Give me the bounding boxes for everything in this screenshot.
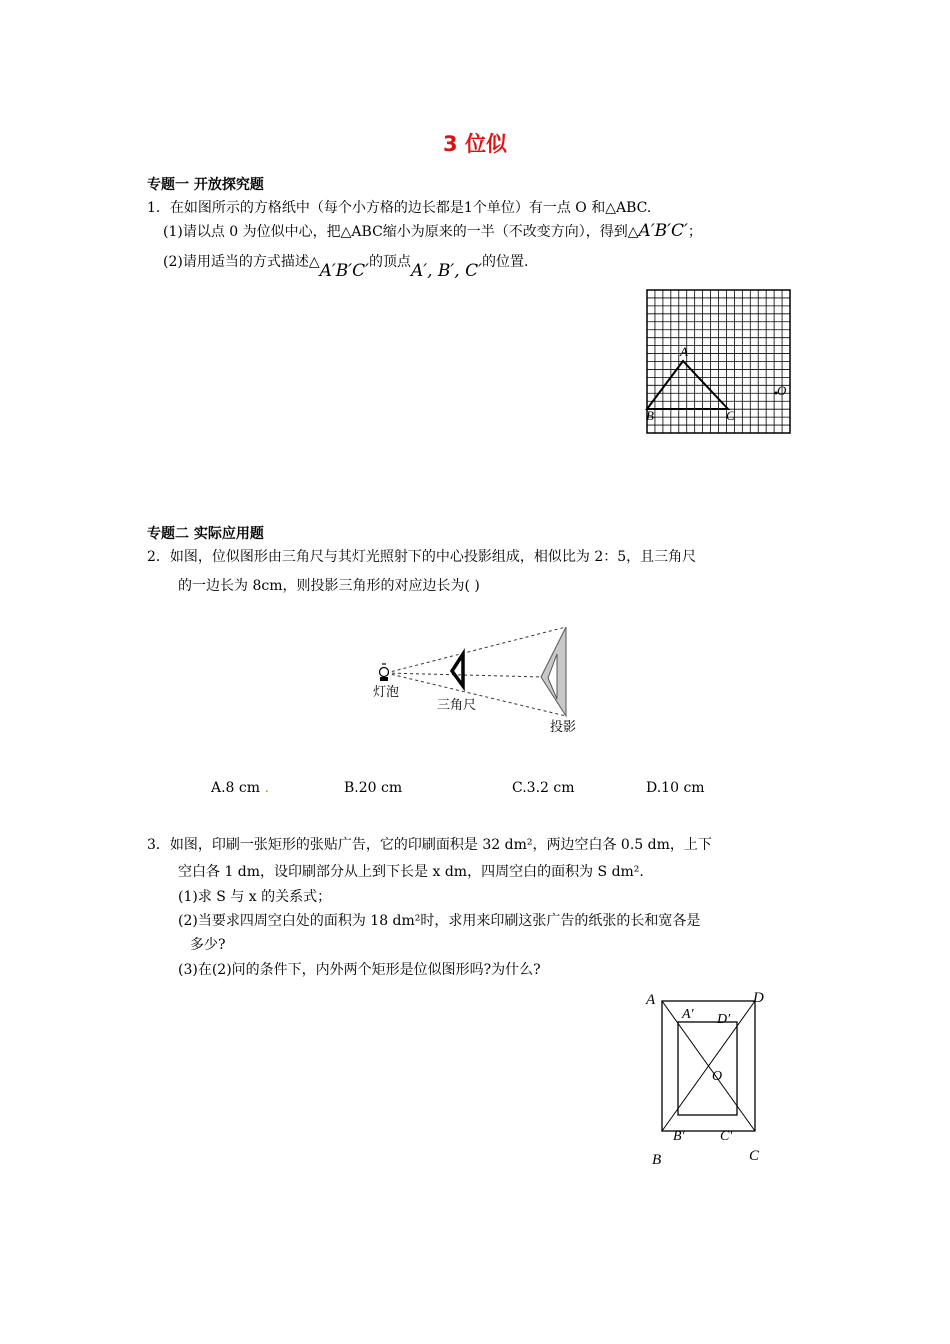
q1-part2-text: (2)请用适当的方式描述△ [163, 254, 320, 270]
label-o: O [712, 1069, 723, 1084]
label-c-prime: C′ [720, 1129, 733, 1144]
q1-part2-mid: 的顶点 [368, 254, 411, 270]
q1-part2 [163, 251, 529, 281]
option-a-text: A.8 cm [211, 780, 261, 796]
q1-part2-end: 的位置. [481, 254, 529, 270]
q1-part1 [163, 221, 702, 242]
bulb-label: 灯泡 [373, 685, 400, 700]
section2-heading: 专题二 实际应用题 [147, 526, 264, 542]
q3-part2b: 多少? [190, 937, 226, 953]
option-b: B.20 cm [344, 780, 403, 796]
label-b: B [646, 408, 654, 423]
grid-figure [640, 285, 800, 440]
q3-part1: (1)求 S 与 x 的关系式； [178, 889, 332, 905]
option-a: A.8 cm . [211, 780, 269, 796]
shadow-label: 投影 [550, 720, 577, 735]
label-b: B [652, 1152, 662, 1168]
q3-part3: (3)在(2)问的条件下，内外两个矩形是位似图形吗?为什么? [178, 962, 541, 978]
label-b-prime: B′ [673, 1129, 685, 1144]
q2-line2: 的一边长为 8cm，则投影三角形的对应边长为( ) [178, 578, 480, 594]
label-d: D [753, 990, 764, 1006]
q1-part2-math1: A′B′C′ [319, 261, 369, 281]
ray-top [386, 627, 566, 673]
rectangle-figure [640, 985, 780, 1175]
label-c: C [749, 1148, 760, 1164]
bulb-icon [380, 664, 389, 681]
q3-part2a: (2)当要求四周空白处的面积为 18 dm²时，求用来印刷这张广告的纸张的长和宽各是 [178, 913, 701, 929]
label-o: O [777, 383, 787, 398]
ruler-label: 三角尺 [437, 698, 477, 713]
label-a: A [680, 344, 688, 359]
label-c: C [726, 408, 735, 423]
q1-part2-math2: A′, B′, C′ [410, 261, 482, 281]
q2-line1: 2．如图，位似图形由三角尺与其灯光照射下的中心投影组成，相似比为 2：5，且三角尺 [147, 549, 697, 565]
q3-line1: 3．如图，印刷一张矩形的张贴广告，它的印刷面积是 32 dm²，两边空白各 0.5 dm，上下 [147, 837, 712, 853]
q1-part1-end: ； [687, 224, 702, 240]
label-a-prime: A′ [682, 1007, 694, 1022]
q1-part1-text: (1)请以点 0 为位似中心，把△ABC缩小为原来的一半（不改变方向），得到△ [163, 224, 639, 240]
option-d: D.10 cm [646, 780, 705, 796]
projection-figure [360, 620, 600, 740]
label-a: A [646, 992, 656, 1008]
q1-line1: 1．在如图所示的方格纸中（每个小方格的边长都是1个单位）有一点 O 和△ABC. [147, 200, 652, 216]
option-c: C.3.2 cm [512, 780, 575, 796]
section1-heading: 专题一 开放探究题 [147, 177, 264, 193]
label-d-prime: D′ [717, 1012, 731, 1027]
grid-lines [647, 290, 790, 433]
q1-part1-math: A′B′C′ [638, 221, 688, 241]
q3-line2: 空白各 1 dm，设印刷部分从上到下长是 x dm，四周空白的面积为 S dm². [178, 864, 644, 880]
page-title: 3 位似 [443, 132, 507, 156]
ruler-triangle [452, 654, 463, 686]
